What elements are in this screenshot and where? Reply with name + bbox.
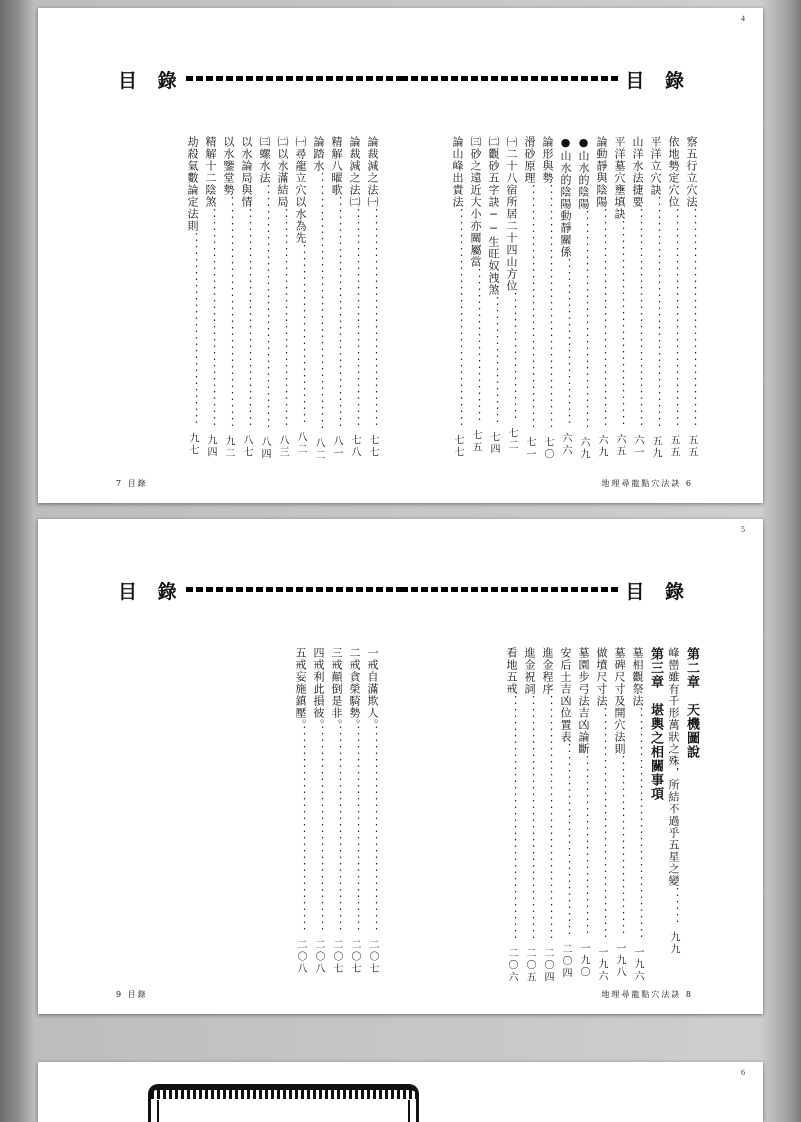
- toc-entry[interactable]: [684, 136, 699, 459]
- page-number-top: 5: [741, 525, 745, 534]
- toc-page-number: 六九: [578, 436, 589, 461]
- toc-entry[interactable]: [239, 136, 254, 459]
- toc-entry[interactable]: [311, 647, 326, 975]
- header-title-right: 目 錄: [625, 581, 691, 603]
- toc-dot-leader: ．．．．．．．．．．．．．．．．．．．．．．．．．．．．．．．．．．．．．．: [505, 695, 518, 948]
- toc-entry-label: ●山水的陰陽: [577, 136, 590, 210]
- toc-entry[interactable]: [275, 136, 290, 459]
- toc-entry-label: 滑砂原理: [523, 136, 536, 184]
- toc-dot-leader: ．．．．．．．．．．．．．．．．．．．．．．．．．．．．: [613, 755, 626, 943]
- toc-page-number: 二〇四: [560, 943, 571, 980]
- toc-entry[interactable]: [450, 136, 465, 459]
- toc-dot-leader: ．．．．．．．．．．．．．．．．．．．．．．．．．．．．．．．．．．．．．．: [258, 184, 271, 437]
- toc-entry[interactable]: [347, 136, 362, 459]
- toc-entry[interactable]: [329, 136, 344, 460]
- toc-entry[interactable]: [558, 136, 573, 457]
- toc-entry[interactable]: [576, 136, 591, 461]
- page-number-top: 6: [741, 1068, 745, 1077]
- toc-dot-leader: ．．．．．．．．．．．．．．．．．．．．．．．．．．．．．．．．．．: [348, 208, 361, 435]
- toc-dot-leader: ．．．．．．．．．．．．．．．．．．．．．．．．．．．．．．．．．．．．．．: [541, 695, 554, 948]
- toc-dot-leader: ．．．．．．．．．．．．．．．．．．．．．．．．．．．．．．．．．．: [685, 208, 698, 435]
- toc-page-number: 六一: [632, 434, 643, 459]
- toc-entry[interactable]: [576, 647, 591, 979]
- toc-page-number: 七二: [506, 427, 517, 452]
- toc-dot-leader: ．．．．．．．．．．．．．．．．．．．．．．．．．．．．．．．．．．．．．．: [523, 695, 536, 948]
- toc-dot-leader: ．．．．．．．．．．．．．．．．．．．．．．．．．．．．: [577, 755, 590, 943]
- toc-entry[interactable]: [486, 136, 501, 456]
- toc-entry-label: ㈠二十八宿所居二十四山方位: [505, 136, 518, 292]
- toc-page-number: 九四: [205, 434, 216, 459]
- toc-entry-label: 論動靜與陰陽: [595, 136, 608, 208]
- toc-entry[interactable]: [540, 647, 555, 984]
- toc-dot-leader: ．．．．．．．．．．．．．．．．．．．．．．．．．．．．．．．．．．: [204, 208, 217, 435]
- toc-entry[interactable]: [185, 136, 200, 457]
- toc-page-number: 八七: [241, 434, 252, 459]
- toc-entry-label: 墓相觀祭法: [631, 647, 644, 707]
- toc-dot-leader: ．．．．．．．．．．．．．．．．．．．．: [487, 296, 500, 432]
- toc-entry[interactable]: [293, 136, 308, 456]
- toc-dot-leader: ．．．．．．．．．．．．．．．．．．．．．．．．．．．．．．．．．．．．: [330, 196, 343, 436]
- toc-entry-label: 論形與勢: [541, 136, 554, 184]
- book-illustration-inner: [157, 1100, 410, 1122]
- toc-entry[interactable]: [522, 136, 537, 461]
- toc-entry[interactable]: [468, 136, 483, 454]
- toc-page-number: 七七: [367, 434, 378, 459]
- toc-entry[interactable]: [347, 647, 362, 975]
- toc-entry[interactable]: [365, 647, 380, 975]
- toc-page-number: 六九: [596, 434, 607, 459]
- toc-entry[interactable]: [365, 136, 380, 459]
- toc-entry-label: ●山水的陰陽動靜關係: [559, 136, 572, 258]
- book-illustration: [148, 1084, 419, 1122]
- toc-entry-label: 墓碑尺寸及開穴法則: [613, 647, 626, 755]
- toc-page-number: 七一: [524, 436, 535, 461]
- toc-entry-label: 依地勢定穴位: [667, 136, 680, 208]
- toc-dot-leader: ．．．．．．．．．．．．．．．．．．．．．．．．．．．．．．．．: [294, 725, 307, 939]
- toc-entry-label: 察五行立穴法: [685, 136, 698, 208]
- toc-page-number: 五九: [650, 435, 661, 460]
- toc-entry[interactable]: [522, 647, 537, 984]
- header-title-left: 目 錄: [118, 70, 184, 92]
- toc-entry[interactable]: [504, 647, 519, 984]
- toc-dot-leader: ．．．．．．．．．．．．．．．．．．．．．．．．．．．．．．．．．．．．．．: [523, 184, 536, 437]
- toc-entry-label: 第二章 天機圖說: [684, 647, 699, 759]
- toc-entry[interactable]: [257, 136, 272, 461]
- toc-entry-label: 論裁減之法㈡: [348, 136, 361, 208]
- footer-left: 7 目錄: [116, 479, 148, 488]
- document-page-2: [38, 519, 763, 1014]
- toc-page-number: 二〇四: [542, 947, 553, 984]
- toc-entry[interactable]: [630, 647, 645, 983]
- document-page-3: [38, 1062, 763, 1122]
- toc-entry-label: 做墳尺寸法: [595, 647, 608, 707]
- toc-entry[interactable]: [648, 136, 663, 460]
- toc-dot-leader: ．．．．．．．．．．．．．．．．．．．．．．．．．．．．．．．．．．: [451, 208, 464, 435]
- toc-columns: [38, 519, 763, 1014]
- toc-entry[interactable]: [630, 136, 645, 459]
- toc-dot-leader: ．．．．．．: [667, 887, 680, 932]
- toc-entry-label: ㈠尋龍立穴以水為先: [294, 136, 307, 244]
- toc-dot-leader: ．．．．．．．．．．．．．．．．．．．．．．．．．．．．．．．．．．．．．．: [541, 184, 554, 437]
- toc-entry[interactable]: [612, 136, 627, 458]
- toc-entry[interactable]: [666, 136, 681, 459]
- toc-page-number: 二〇七: [367, 939, 378, 975]
- toc-entry-label: 五戒妄施鎮壓。: [294, 647, 307, 726]
- footer-right: 地理尋龍點穴法訣 8: [601, 990, 693, 999]
- toc-page-number: 二〇七: [331, 939, 342, 975]
- toc-page-number: 二〇六: [506, 947, 517, 984]
- toc-page-number: 二〇八: [295, 939, 306, 975]
- toc-dot-leader: ．．．．．．．．．．．．．．．．．．．．．．．．．．．．．．．．．．．．: [649, 196, 662, 436]
- toc-entry-label: 進金祝詞: [523, 647, 536, 695]
- toc-entry-label: ㈡以水滿結局: [276, 136, 289, 208]
- toc-entry-label: 三戒顛倒是非。: [330, 647, 343, 726]
- toc-dot-leader: ．．．．．．．．．．．．．．．．．．．．．．．．: [469, 268, 482, 430]
- toc-dot-leader: ．．．．．．．．．．．．．．．．．．．．．．．．．．．．．．．．．．: [595, 208, 608, 435]
- toc-page-number: 一九六: [632, 946, 643, 983]
- toc-entry[interactable]: [612, 647, 627, 979]
- toc-entry[interactable]: [540, 136, 555, 461]
- toc-page-number: 六六: [560, 432, 571, 457]
- toc-entry-label: 論山峰出貴法: [451, 136, 464, 208]
- toc-page-number: 二〇七: [349, 939, 360, 975]
- toc-entry-label: 平洋立穴訣: [649, 136, 662, 196]
- toc-page-number: 九二: [223, 435, 234, 460]
- toc-dot-leader: ．．．．．．．．．．．．．．．．．．．．．．．．．．．．．．．．．．: [276, 208, 289, 435]
- page-number-top: 4: [741, 14, 745, 23]
- toc-page-number: 六五: [614, 433, 625, 458]
- toc-page-number: 二〇八: [313, 939, 324, 975]
- toc-entry[interactable]: [594, 136, 609, 459]
- toc-entry-label: 一戒自滿欺人。: [366, 647, 379, 726]
- toc-dot-leader: ．．．．．．．．．．．．．．．．．．．．．．．．．．．．: [294, 244, 307, 432]
- toc-entry-label: ㈢螺水法: [258, 136, 271, 184]
- toc-entry-label: 第三章 堪輿之相關事項: [648, 647, 663, 801]
- toc-entry-label: ㈡觀砂五字訣──生旺奴洩煞: [487, 136, 500, 296]
- toc-dot-leader: ．．．．．．．．．．．．．．．．．．．．．．．．．．．．．．．．．．: [667, 208, 680, 435]
- toc-page-number: 五五: [668, 434, 679, 459]
- toc-page-number: 八三: [277, 434, 288, 459]
- toc-columns: [38, 8, 763, 503]
- toc-dot-leader: ．．．．．．．．．．．．．．．．．．．．．．．．．．．．．．．．: [348, 725, 361, 939]
- toc-dot-leader: ．．．．．．．．．．．．．．．．．．．．．．．．．．．．．．．．．．: [366, 208, 379, 435]
- toc-page-number: 二〇五: [524, 947, 535, 984]
- toc-entry-label: 峰巒雖有千形萬狀之殊，所結不過乎五星之變: [667, 647, 680, 887]
- toc-dot-leader: ．．．．．．．．．．．．．．．．．．．．．．．．．．．．．．．．: [366, 725, 379, 939]
- toc-entry-label: ㈢砂之遠近大小亦關屬當: [469, 136, 482, 268]
- toc-entry[interactable]: [221, 136, 236, 460]
- toc-entry-label: 四戒利此損彼。: [312, 647, 325, 726]
- toc-entry-label: 看地五戒: [505, 647, 518, 695]
- toc-page-number: 九九: [668, 931, 679, 956]
- header-title-left: 目 錄: [118, 581, 184, 603]
- toc-entry-label: 精解十二陰煞: [204, 136, 217, 208]
- toc-entry-label: 進金程序: [541, 647, 554, 695]
- toc-page-number: 八二: [313, 437, 324, 462]
- toc-page-number: 七七: [452, 434, 463, 459]
- toc-dot-leader: ．．．．．．．．．．．．．．．．．．．．．．．．．．．．．．．．．．: [577, 210, 590, 437]
- toc-entry-label: 二戒貪榮騎勢。: [348, 647, 361, 726]
- toc-page-number: 一九八: [614, 942, 625, 979]
- toc-page-number: 八一: [331, 435, 342, 460]
- toc-dot-leader: ．．．．．．．．．．．．．．．．．．．．．．．．．．．．．．: [559, 743, 572, 944]
- toc-entry-label: 劫殺氣數論定法則: [186, 136, 199, 232]
- toc-page-number: 五五: [686, 434, 697, 459]
- toc-entry[interactable]: [293, 647, 308, 975]
- document-page-1: [38, 8, 763, 503]
- toc-entry[interactable]: [666, 647, 681, 956]
- toc-dot-leader: ．．．．．．．．．．．．．．．．．．．．．．．．．．．．．．．．．．: [240, 208, 253, 435]
- toc-dot-leader: ．．．．．．．．．．．．．．．．．．．．．．．．．．．．．．．．．．．．．．．．: [312, 172, 325, 438]
- toc-dot-leader: ．．．．．．．．．．．．．．．．．．．．．．．．．．: [559, 258, 572, 433]
- toc-entry[interactable]: [558, 647, 573, 980]
- toc-entry-label: 精解八曜歌: [330, 136, 343, 196]
- toc-entry[interactable]: [311, 136, 326, 462]
- footer-right: 地理尋龍點穴法訣 6: [601, 479, 693, 488]
- toc-entry-label: 墓園步弓法吉凶論斷: [577, 647, 590, 755]
- toc-page-number: 九七: [187, 432, 198, 457]
- toc-page-number: 七八: [349, 434, 360, 459]
- toc-entry-label: 論踏水: [312, 136, 325, 172]
- toc-page-number: 一九六: [596, 946, 607, 983]
- toc-dot-leader: ．．．．．．．．．．．．．．．．．．．．．．．．．．．．．．．．．．．．: [631, 707, 644, 947]
- toc-dot-leader: ．．．．．．．．．．．．．．．．．．．．．．．．．．．．．．．．．．: [631, 208, 644, 435]
- toc-dot-leader: ．．．．．．．．．．．．．．．．．．．．．．．．．．．．．．: [186, 232, 199, 433]
- footer-left: 9 目錄: [116, 990, 148, 999]
- toc-entry-label: 平洋墓穴壅填訣: [613, 136, 626, 220]
- toc-dot-leader: ．．．．．．．．．．．．．．．．．．．．．．．．．．．．．．．．: [330, 725, 343, 939]
- toc-entry-label: 以水鑒堂勢: [222, 136, 235, 196]
- toc-dot-leader: ．．．．．．．．．．．．．．．．．．．．．．．．．．．．．．．．．．．．: [222, 196, 235, 436]
- toc-dot-leader: ．．．．．．．．．．．．．．．．．．．．: [505, 292, 518, 428]
- toc-entry[interactable]: [648, 647, 663, 801]
- toc-entry-label: 以水論局與情: [240, 136, 253, 208]
- toc-entry-label: 山洋水法捷要: [631, 136, 644, 208]
- toc-page-number: 七四: [488, 431, 499, 456]
- toc-dot-leader: ．．．．．．．．．．．．．．．．．．．．．．．．．．．．．．．．: [312, 725, 325, 939]
- toc-entry[interactable]: [594, 647, 609, 983]
- toc-entry-label: 論裁減之法㈠: [366, 136, 379, 208]
- toc-dot-leader: ．．．．．．．．．．．．．．．．．．．．．．．．．．．．．．．．．．．．: [595, 707, 608, 947]
- toc-page-number: 七五: [470, 429, 481, 454]
- toc-entry[interactable]: [504, 136, 519, 452]
- toc-entry-label: 安后土吉凶位置表: [559, 647, 572, 743]
- toc-dot-leader: ．．．．．．．．．．．．．．．．．．．．．．．．．．．．．．．．: [613, 220, 626, 434]
- toc-entry[interactable]: [329, 647, 344, 975]
- toc-page-number: 七〇: [542, 436, 553, 461]
- toc-entry[interactable]: [203, 136, 218, 459]
- toc-page-number: 八四: [259, 436, 270, 461]
- toc-entry[interactable]: [684, 647, 699, 759]
- toc-page-number: 八二: [295, 431, 306, 456]
- header-title-right: 目 錄: [625, 70, 691, 92]
- toc-page-number: 一九〇: [578, 942, 589, 979]
